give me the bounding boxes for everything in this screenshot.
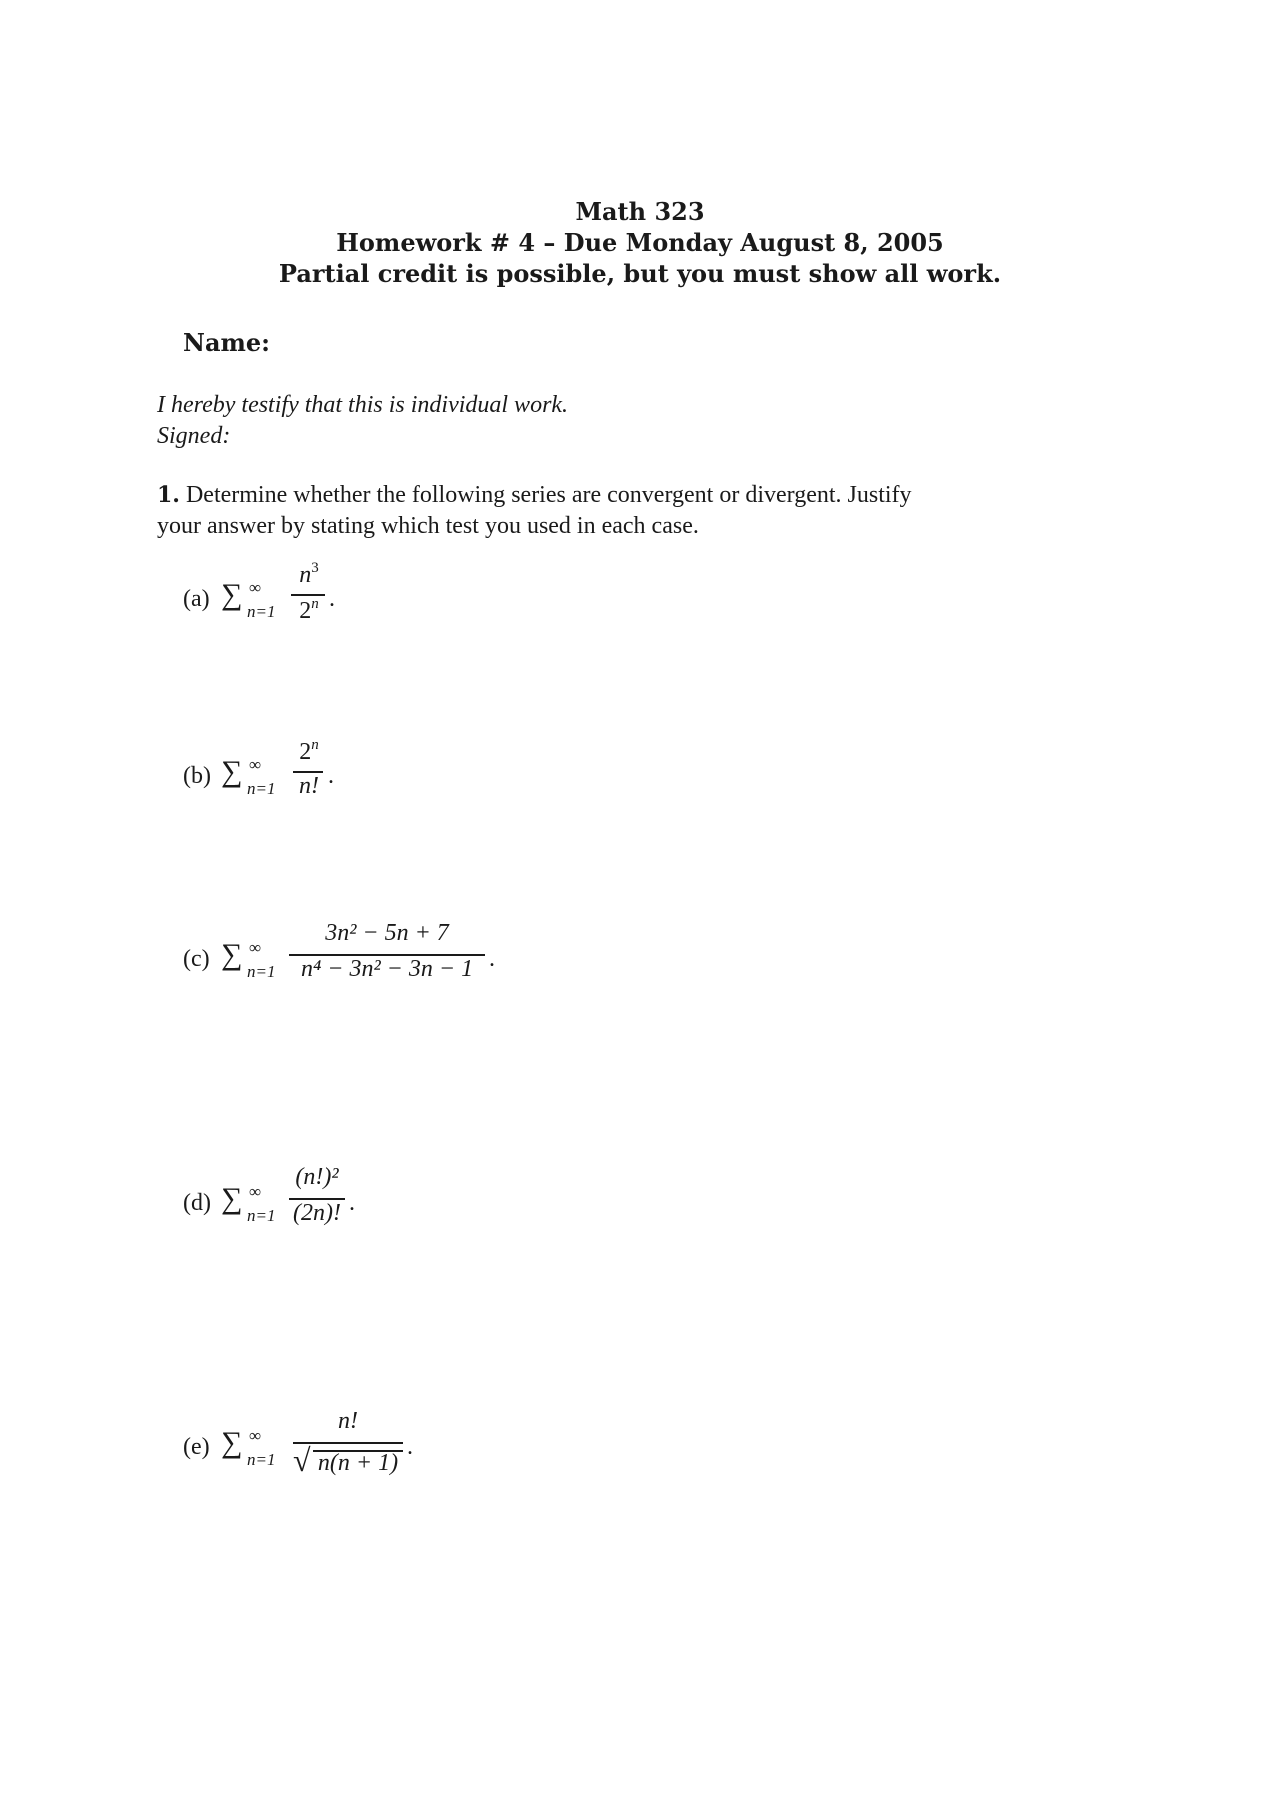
course-title: Math 323 [575, 197, 705, 226]
question-text-1: Determine whether the following series are convergent or divergent. Justify [185, 482, 912, 508]
sum-symbol: ∑ [221, 938, 243, 971]
question-1-line-1 [157, 480, 1037, 511]
sum-lower: n=1 [247, 1206, 276, 1225]
sum-upper: ∞ [249, 1182, 262, 1201]
fraction-numerator: 3n² − 5n + 7 [325, 920, 449, 946]
sum-upper: ∞ [249, 938, 262, 957]
period: . [329, 586, 335, 612]
fraction-denominator: n(n + 1) [317, 1450, 399, 1476]
fraction-denominator: n⁴ − 3n² − 3n − 1 [300, 956, 474, 982]
fraction-numerator: (n!)² [295, 1164, 339, 1190]
part-a [183, 560, 383, 640]
question-1 [157, 480, 1037, 542]
fraction-denominator: 2$^n$ [299, 596, 319, 624]
fraction-numerator: $n^3$ [299, 560, 319, 588]
credit-note: Partial credit is possible, but you must show all work. [278, 259, 1002, 288]
part-label: (b) [183, 763, 211, 789]
sum-lower: n=1 [247, 602, 276, 621]
part-e [183, 1408, 443, 1488]
sum-upper: ∞ [249, 578, 262, 597]
part-label: (a) [183, 586, 210, 612]
part-label: (e) [183, 1434, 210, 1460]
sum-lower: n=1 [247, 1450, 276, 1469]
signed-label: Signed: [157, 423, 231, 449]
period: . [328, 763, 334, 789]
fraction-denominator: (2n)! [293, 1200, 341, 1226]
sum-symbol: ∑ [221, 578, 243, 611]
sqrt-icon: √ [293, 1442, 311, 1478]
fraction-denominator: n! [299, 773, 319, 799]
sum-upper: ∞ [249, 755, 262, 774]
sum-lower: n=1 [247, 962, 276, 981]
period: . [407, 1434, 413, 1460]
sum-symbol: ∑ [221, 1182, 243, 1215]
fraction-numerator: n! [338, 1408, 358, 1434]
question-number: 1. [157, 482, 180, 508]
period: . [349, 1190, 355, 1216]
testify-text: I hereby testify that this is individual work. [157, 392, 569, 418]
question-text-2: your answer by stating which test you used in each case. [157, 513, 699, 539]
sum-symbol: ∑ [221, 755, 243, 788]
part-label: (c) [183, 946, 210, 972]
part-d [183, 1164, 403, 1244]
sum-upper: ∞ [249, 1426, 262, 1445]
part-b [183, 737, 383, 817]
homework-title: Homework # 4 – Due Monday August 8, 2005 [336, 228, 944, 257]
document-header [0, 196, 1280, 289]
fraction-numerator: 2$^n$ [299, 737, 319, 765]
name-label: Name: [183, 328, 271, 357]
testify-statement [157, 390, 568, 452]
sum-symbol: ∑ [221, 1426, 243, 1459]
part-label: (d) [183, 1190, 211, 1216]
sum-lower: n=1 [247, 779, 276, 798]
part-c [183, 920, 523, 1000]
period: . [489, 946, 495, 972]
